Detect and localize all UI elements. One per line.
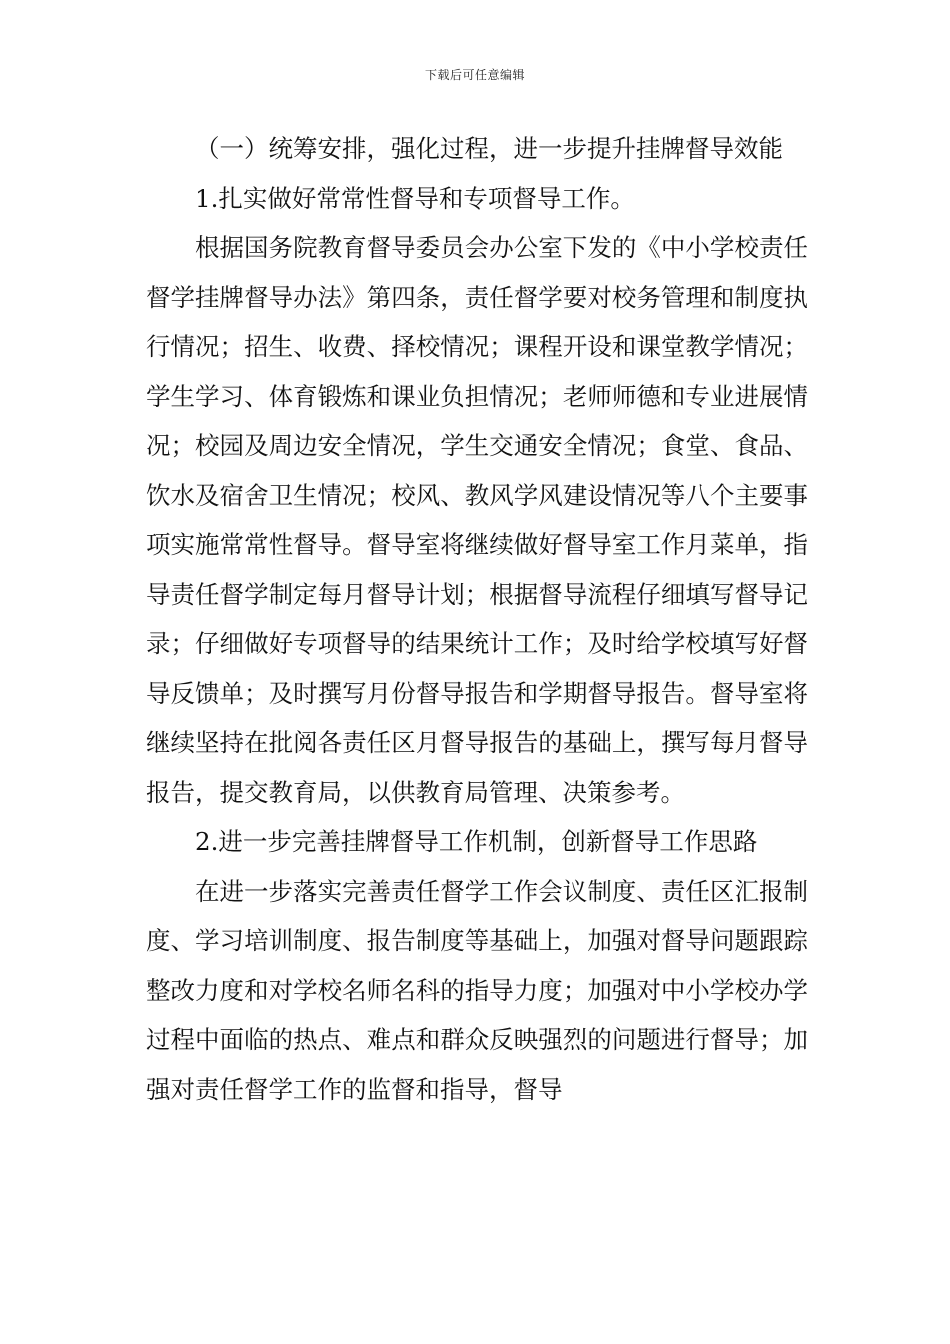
page-header: 下载后可任意编辑 [424,68,525,82]
subsection-heading-1: 1.扎实做好常常性督导和专项督导工作。 [195,183,635,213]
body-paragraph-2: 在进一步落实完善责任督学工作会议制度、责任区汇报制度、学习培训制度、报告制度等基础上，加强对督导问题跟踪整改力度和对学校名师名科的指导力度；加强对中小学校办学过程中面临的热点、难点和群众反映强烈的问题进行督导；加强对责任督学工作的监督和指导，督导 [146,876,808,1104]
document-body [146,124,808,1114]
section-heading: （一）统筹安排，强化过程，进一步提升挂牌督导效能 [195,134,783,163]
body-paragraph-1: 根据国务院教育督导委员会办公室下发的《中小学校责任督学挂牌督导办法》第四条，责任督学要对校务管理和制度执行情况；招生、收费、择校情况；课程开设和课堂教学情况；学生学习、体育锻炼和课业负担情况；老师师德和专业进展情况；校园及周边安全情况，学生交通安全情况；食堂、食品、饮水及宿舍卫生情况；校风、教风学风建设情况等八个主要事项实施常常性督导。督导室将继续做好督导室工作月菜单，指导责任督学制定每月督导计划；根据督导流程仔细填写督导记录；仔细做好专项督导的结果统计工作；及时给学校填写好督导反馈单；及时撰写月份督导报告和学期督导报告。督导室将继续坚持在批阅各责任区月督导报告的基础上，撰写每月督导报告，提交教育局，以供教育局管理、决策参考。 [146,233,808,807]
subsection-heading-2: 2.进一步完善挂牌督导工作机制，创新督导工作思路 [195,827,758,856]
